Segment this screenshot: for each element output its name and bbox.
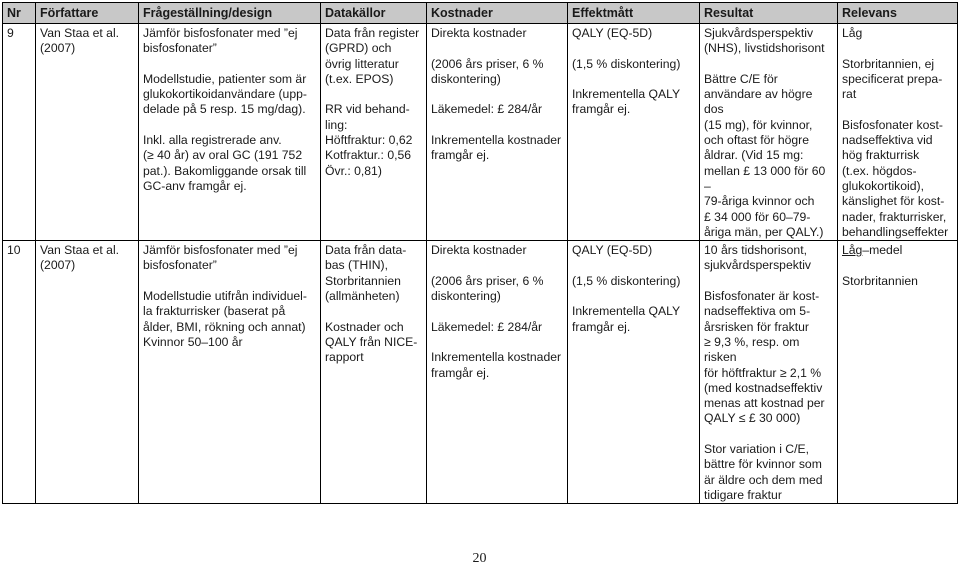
text-line: Modellstudie, patienter som är <box>143 71 307 86</box>
cell-paragraph <box>704 442 833 503</box>
cell-paragraph <box>572 304 695 335</box>
cell-author <box>36 241 139 504</box>
cell-paragraph <box>431 320 563 335</box>
cell-design <box>139 24 321 241</box>
text-line: rapport <box>325 350 364 365</box>
text-line: Van Staa et al. <box>40 243 120 258</box>
text-line: (1,5 % diskontering) <box>572 273 681 288</box>
text-line: Data från register <box>325 26 420 40</box>
text-line: diskontering) <box>431 289 501 304</box>
text-line: Storbritannien <box>842 273 918 288</box>
table-row <box>3 241 958 504</box>
cell-sources <box>321 24 427 241</box>
text-line: specificerat prepa- <box>842 71 943 86</box>
text-line: Direkta kostnader <box>431 243 527 258</box>
text-line: pat.). Bakomliggande orsak till <box>143 163 307 178</box>
text-line: Läkemedel: £ 284/år <box>431 102 543 117</box>
cell-paragraph <box>325 102 422 178</box>
text-line: Låg <box>842 26 863 40</box>
text-line: framgår ej. <box>431 148 490 163</box>
relevance-rating <box>842 243 953 258</box>
header-nr: Nr <box>3 3 36 24</box>
text-line: Inkrementella QALY <box>572 87 681 102</box>
text-line: (≥ 40 år) av oral GC (191 752 <box>143 148 303 163</box>
cell-nr: 9 <box>3 24 36 241</box>
text-line: (2006 års priser, 6 % <box>431 56 544 71</box>
text-line: Bisfosfonater är kost- <box>704 289 820 304</box>
text-line: framgår ej. <box>431 365 490 380</box>
cell-results <box>700 24 838 241</box>
text-line: £ 34 000 för 60–79- <box>704 209 811 224</box>
text-line: (allmänheten) <box>325 289 400 304</box>
text-line: åldrar. (Vid 15 mg: <box>704 148 804 163</box>
cell-paragraph <box>572 87 695 118</box>
text-line: Direkta kostnader <box>431 26 527 40</box>
cell-paragraph <box>572 274 695 289</box>
header-author: Författare <box>36 3 139 24</box>
review-table <box>2 2 958 504</box>
text-line: Inkrementella kostnader <box>431 133 562 148</box>
text-line: Kotfraktur.: 0,56 <box>325 148 412 163</box>
text-line: bas (THIN), <box>325 258 388 273</box>
text-line: (GPRD) och <box>325 41 392 56</box>
text-line: menas att kostnad per <box>704 396 825 411</box>
text-line: glukokortikoidanvändare (upp- <box>143 87 307 102</box>
text-line: Inkrementella kostnader <box>431 350 562 365</box>
text-line: delade på 5 resp. 15 mg/dag). <box>143 102 306 117</box>
cell-costs <box>427 24 568 241</box>
cell-paragraph <box>40 243 134 274</box>
cell-paragraph <box>704 243 833 274</box>
text-line: rat <box>842 87 857 102</box>
text-line: nader, frakturrisker, <box>842 209 947 224</box>
cell-paragraph <box>572 243 695 258</box>
cell-paragraph <box>572 26 695 41</box>
text-line: och oftast för högre <box>704 133 810 148</box>
text-line: (2007) <box>40 258 76 273</box>
cell-paragraph <box>431 57 563 88</box>
text-line: Storbritannien, ej <box>842 56 935 71</box>
cell-paragraph <box>325 320 422 366</box>
text-line: ling: <box>325 117 348 132</box>
text-line: RR vid behand- <box>325 102 410 117</box>
text-line: QALY (EQ-5D) <box>572 26 653 40</box>
cell-relevance <box>838 24 958 241</box>
text-line: är äldre och dem med <box>704 472 823 487</box>
text-line: Läkemedel: £ 284/år <box>431 319 543 334</box>
text-line: Kvinnor 50–100 år <box>143 334 243 349</box>
text-line: la frakturrisker (baserat på <box>143 304 286 319</box>
text-line: bisfosfonater” <box>143 41 217 56</box>
cell-paragraph <box>704 26 833 57</box>
text-line: (2007) <box>40 41 76 56</box>
text-line: Sjukvårdsperspektiv <box>704 26 814 40</box>
text-line: Modellstudie utifrån individuel- <box>143 289 307 304</box>
relevance-rating-rest: –medel <box>862 243 903 258</box>
text-line: QALY (EQ-5D) <box>572 243 653 258</box>
text-line: åriga män, per QALY.) <box>704 224 824 239</box>
text-line: (med kostnadseffektiv <box>704 380 823 395</box>
cell-paragraph <box>431 102 563 117</box>
cell-paragraph <box>143 243 316 274</box>
cell-paragraph <box>704 289 833 427</box>
text-line: (2006 års priser, 6 % <box>431 273 544 288</box>
text-line: 79-åriga kvinnor och <box>704 194 815 209</box>
cell-effects <box>568 241 700 504</box>
header-row <box>3 3 958 24</box>
text-line: bisfosfonater” <box>143 258 217 273</box>
relevance-rating-underlined: Låg <box>842 243 863 258</box>
text-line: (t.ex. EPOS) <box>325 71 394 86</box>
cell-costs <box>427 241 568 504</box>
cell-paragraph <box>431 350 563 381</box>
text-line: ≥ 9,3 %, resp. om risken <box>704 334 800 365</box>
text-line: (15 mg), för kvinnor, <box>704 117 813 132</box>
cell-paragraph <box>431 274 563 305</box>
text-line: årsrisken för fraktur <box>704 319 809 334</box>
text-line: glukokortikoid), <box>842 178 924 193</box>
cell-effects <box>568 24 700 241</box>
cell-paragraph <box>431 26 563 41</box>
cell-paragraph <box>572 57 695 72</box>
cell-paragraph <box>431 133 563 164</box>
text-line: Bättre C/E för användare av högre dos <box>704 71 813 117</box>
text-line: bättre för kvinnor som <box>704 457 822 472</box>
cell-paragraph <box>842 118 953 240</box>
page-number: 20 <box>472 551 487 566</box>
text-line: sjukvårdsperspektiv <box>704 258 812 273</box>
text-line: Van Staa et al. <box>40 26 120 40</box>
text-line: Kostnader och <box>325 319 404 334</box>
text-line: känslighet för kost- <box>842 194 945 209</box>
text-line: Stor variation i C/E, <box>704 442 809 457</box>
text-line: Inkl. alla registrerade anv. <box>143 133 282 148</box>
cell-paragraph <box>143 133 316 194</box>
text-line: ålder, BMI, rökning och annat) <box>143 319 306 334</box>
cell-paragraph <box>704 72 833 240</box>
cell-author <box>36 24 139 241</box>
text-line: diskontering) <box>431 71 501 86</box>
header-design: Frågeställning/design <box>139 3 321 24</box>
text-line: behandlingseffekter <box>842 224 949 239</box>
cell-paragraph <box>842 57 953 103</box>
cell-paragraph <box>325 26 422 87</box>
cell-nr: 10 <box>3 241 36 504</box>
text-line: Jämför bisfosfonater med ”ej <box>143 26 298 40</box>
text-line: nadseffektiva om 5- <box>704 304 811 319</box>
text-line: framgår ej. <box>572 102 631 117</box>
cell-paragraph <box>40 26 134 57</box>
text-line: Storbritannien <box>325 273 401 288</box>
table-row <box>3 24 958 241</box>
cell-paragraph <box>143 72 316 118</box>
cell-paragraph <box>143 26 316 57</box>
text-line: för höftfraktur ≥ 2,1 % <box>704 365 822 380</box>
text-line: (1,5 % diskontering) <box>572 56 681 71</box>
cell-relevance <box>838 241 958 504</box>
text-line: Övr.: 0,81) <box>325 163 382 178</box>
cell-paragraph <box>431 243 563 258</box>
cell-paragraph <box>842 26 953 41</box>
header-costs: Kostnader <box>427 3 568 24</box>
text-line: Jämför bisfosfonater med ”ej <box>143 243 298 258</box>
cell-paragraph <box>143 289 316 350</box>
text-line: tidigare fraktur <box>704 487 782 502</box>
text-line: övrig litteratur <box>325 56 399 71</box>
cell-paragraph <box>842 274 953 289</box>
text-line: 10 års tidshorisont, <box>704 243 807 258</box>
header-results: Resultat <box>700 3 838 24</box>
text-line: GC-anv framgår ej. <box>143 178 247 193</box>
text-line: Data från data- <box>325 243 407 258</box>
text-line: mellan £ 13 000 för 60 – <box>704 163 826 193</box>
header-effects: Effektmått <box>568 3 700 24</box>
cell-paragraph <box>325 243 422 304</box>
text-line: Inkrementella QALY <box>572 304 681 319</box>
text-line: QALY från NICE- <box>325 334 418 349</box>
text-line: (NHS), livstidshorisont <box>704 41 825 56</box>
header-relevance: Relevans <box>838 3 958 24</box>
text-line: Höftfraktur: 0,62 <box>325 133 413 148</box>
text-line: hög frakturrisk <box>842 148 920 163</box>
text-line: (t.ex. högdos- <box>842 163 917 178</box>
text-line: nadseffektiva vid <box>842 133 933 148</box>
cell-sources <box>321 241 427 504</box>
cell-design <box>139 241 321 504</box>
header-sources: Datakällor <box>321 3 427 24</box>
cell-results <box>700 241 838 504</box>
text-line: QALY ≤ £ 30 000) <box>704 411 801 426</box>
text-line: Bisfosfonater kost- <box>842 117 943 132</box>
text-line: framgår ej. <box>572 319 631 334</box>
